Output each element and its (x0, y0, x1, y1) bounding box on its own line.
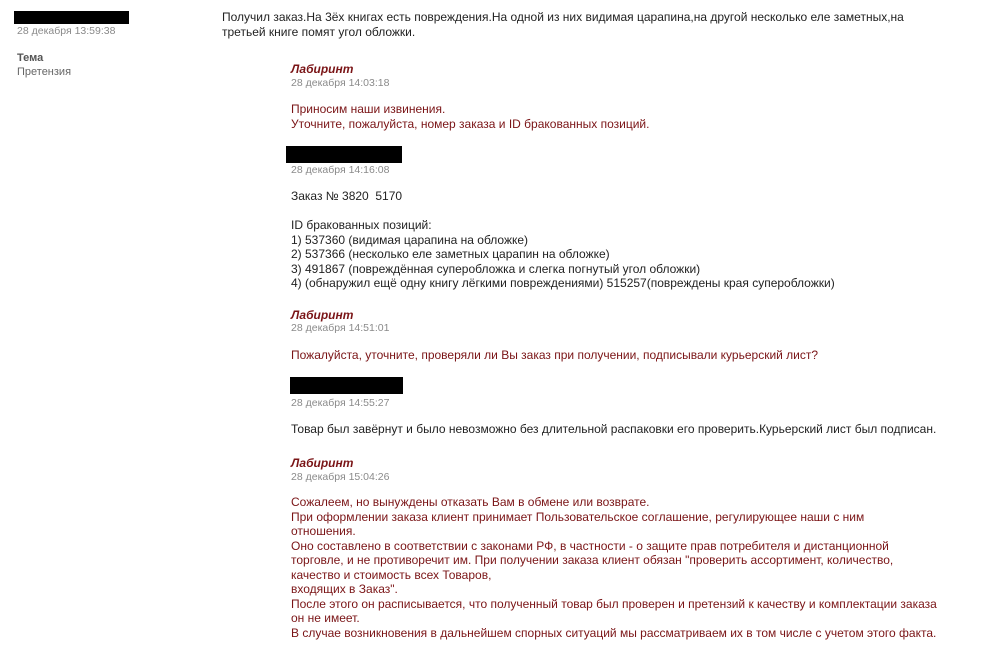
reply-author: Лабиринт (291, 308, 354, 322)
message-line: Сожалеем, но вынуждены отказать Вам в обмене или возврате. (291, 495, 650, 509)
reply-body (291, 495, 951, 640)
message-line: После этого он расписывается, что полученный товар был проверен и претензий к качеству и комплектации заказа (291, 596, 937, 611)
message-line: 4) (обнаружил ещё одну книгу лёгкими повреждениями) 515257(повреждены края суперобложки) (291, 276, 835, 290)
message-line: 1) 537360 (видимая царапина на обложке) (291, 232, 529, 247)
message-line: ID бракованных позиций: (291, 218, 432, 232)
message-line: входящих в Заказ". (291, 582, 398, 596)
redacted-username (290, 377, 403, 394)
topic-label: Тема (17, 52, 44, 64)
reply-author: Лабиринт (291, 456, 354, 470)
reply-date: 28 декабря 15:04:26 (291, 471, 390, 483)
reply-body (291, 348, 951, 363)
redacted-username (286, 146, 402, 163)
message-line: отношения. (291, 524, 356, 538)
message-line: Приносим наши извинения. (291, 102, 446, 116)
message-line: Получил заказ.На 3ёх книгах есть повреждения.На одной из них видимая царапина,на другой несколько еле заметных,на (222, 10, 904, 24)
reply-body (291, 189, 951, 291)
message-line: Товар был завёрнут и было невозможно без длительной распаковки его проверить.Курьерский лист был подписан. (291, 422, 937, 436)
message-line: Пожалуйста, уточните, проверяли ли Вы заказ при получении, подписывали курьерский лист? (291, 348, 819, 362)
reply-date: 28 декабря 14:51:01 (291, 322, 390, 334)
message-line: торговле, и не противоречит им. При получении заказа клиент обязан "проверить ассортимент, количество, (291, 553, 894, 567)
message-line: качество и стоимость всех Товаров, (291, 567, 492, 582)
message-line: 2) 537366 (несколько еле заметных царапин на обложке) (291, 247, 610, 261)
topic-value: Претензия (17, 66, 72, 78)
message-line: третьей книге помят угол обложки. (222, 24, 416, 39)
message-line: В случае возникновения в дальнейшем спорных ситуаций мы рассматриваем их в том числе с учетом этого факта. (291, 625, 937, 640)
reply-date: 28 декабря 14:03:18 (291, 77, 390, 89)
reply-body (291, 102, 951, 131)
message-line: Заказ № 3820 5170 (291, 189, 403, 203)
reply-date: 28 декабря 14:16:08 (291, 164, 390, 176)
message-line: он не имеет. (291, 611, 360, 625)
message-line: При оформлении заказа клиент принимает Пользовательское соглашение, регулирующее наши с ним (291, 509, 865, 524)
message-line: 3) 491867 (повреждённая суперобложка и слегка погнутый угол обложки) (291, 261, 701, 276)
reply-body (291, 422, 951, 437)
reply-date: 28 декабря 14:55:27 (291, 397, 390, 409)
message-line: Оно составлено в соответствии с законами РФ, в частности - о защите прав потребителя и дистанционной (291, 538, 889, 553)
blank-line (291, 204, 951, 219)
reply-author: Лабиринт (291, 62, 354, 76)
message-line: Уточните, пожалуйста, номер заказа и ID бракованных позиций. (291, 116, 650, 131)
first-post-date: 28 декабря 13:59:38 (17, 25, 116, 37)
first-post-body (222, 10, 942, 39)
redacted-username (14, 11, 129, 24)
